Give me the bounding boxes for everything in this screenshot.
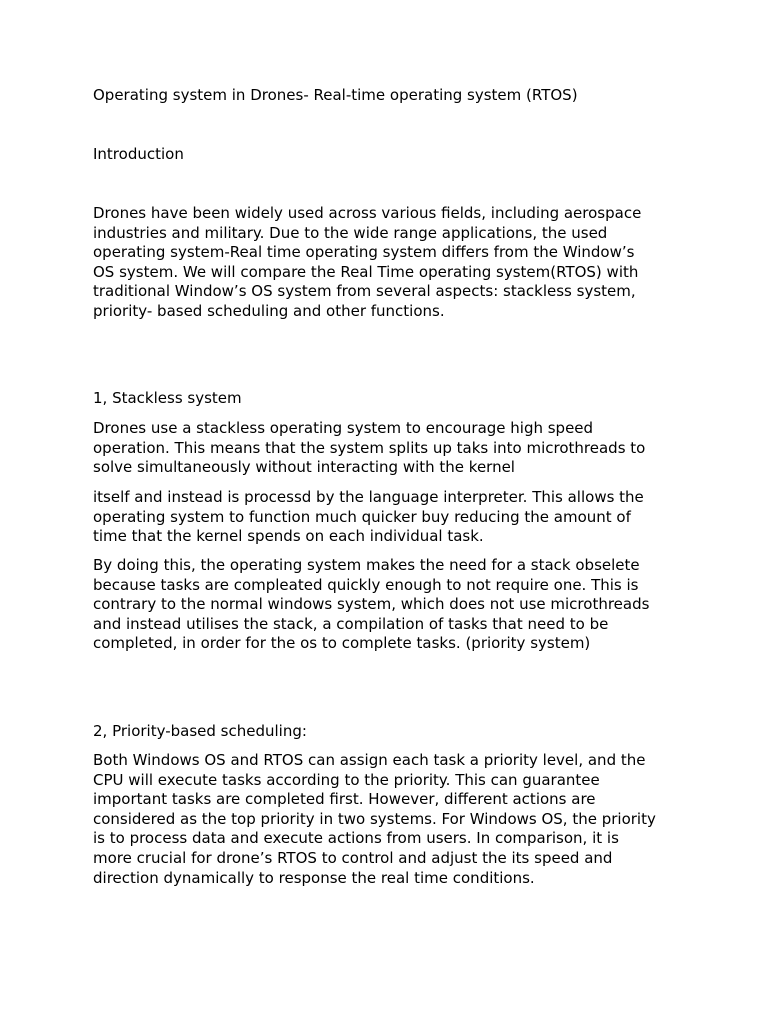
section-stackless-paragraph-2: itself and instead is processd by the language interpreter. This allows the operating system to function much quicker buy reducing the amount of time that the kernel spends on each individual task.	[93, 488, 644, 546]
section-stackless-paragraph-1: Drones use a stackless operating system to encourage high speed operation. This means that the system splits up taks into microthreads to solve simultaneously without interacting with the kernel	[93, 419, 646, 477]
section-stackless-heading: 1, Stackless system	[93, 389, 242, 407]
document-title: Operating system in Drones- Real-time operating system (RTOS)	[93, 86, 578, 104]
introduction-heading: Introduction	[93, 145, 184, 163]
section-stackless-paragraph-3: By doing this, the operating system makes the need for a stack obselete because tasks are compleated quickly enough to not require one. This is contrary to the normal windows system, which does not use microthreads and instead utilises the stack, a compilation of tasks that need to be completed, in order for the os to complete tasks. (priority system)	[93, 556, 650, 653]
section-priority-heading: 2, Priority-based scheduling:	[93, 722, 307, 740]
introduction-paragraph: Drones have been widely used across various fields, including aerospace industries and military. Due to the wide range applications, the used operating system-Real time operating system differs from the Window’s OS system. We will compare the Real Time operating system(RTOS) with traditional Window’s OS system from several aspects: stackless system, priority- based scheduling and other functions.	[93, 204, 642, 320]
section-priority-paragraph-1: Both Windows OS and RTOS can assign each task a priority level, and the CPU will execute tasks according to the priority. This can guarantee important tasks are completed first. However, different actions are considered as the top priority in two systems. For Windows OS, the priority is to process data and execute actions from users. In comparison, it is more crucial for drone’s RTOS to control and adjust the its speed and direction dynamically to response the real time conditions.	[93, 751, 656, 887]
